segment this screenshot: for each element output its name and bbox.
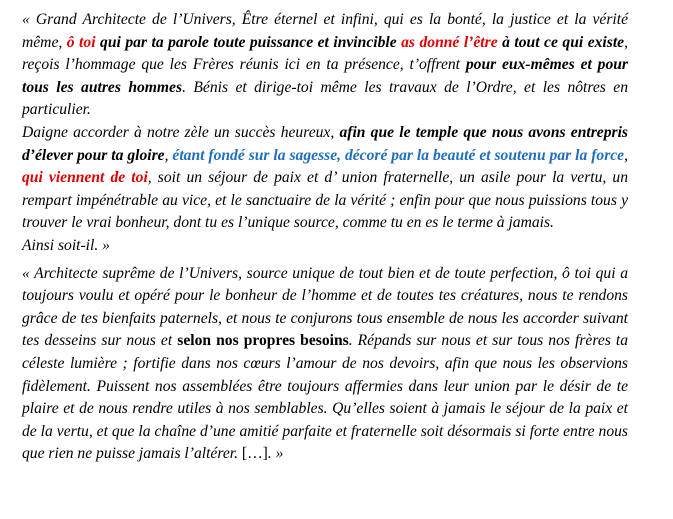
prayer1-p2-s6: , soit un séjour de paix et d’ union fraternelle, un asile pour la vertu, un rempart impénétrable au vice, et le sanctuaire de la vérité ; enfin pour que nous puissions tous y trouver le vrai bonheur, dont tu es l’unique source, comme tu en es le terme à jamais.	[22, 169, 628, 232]
prayer1-p1-s7: à tout ce qui existe	[502, 33, 625, 51]
prayer1-paragraph2	[22, 122, 628, 235]
prayer2-p1-s2: . Répands sur nous et sur tous nos frères ta céleste lumière ; fortifie dans nos cœurs l’amour de nos devoirs, afin que nous les observions fidèlement. Puissent nos assemblées être toujours affermies dans leur union par le désir de te plaire et de nous rendre utiles à nos semblables. Qu’elles soient à jamais le séjour de la paix et de la vertu, et que la chaîne d’une amitié parfaite et fraternelle soit désormais si forte entre nous que rien ne puisse jamais l’altérer.	[22, 332, 629, 463]
prayer1-p2-s5: qui viennent de toi	[22, 169, 148, 187]
prayer1-p1-s10: . Bénis et dirige-toi même les travaux de l’Ordre, et les nôtres en particulier.	[22, 78, 629, 119]
prayer1-p1-s3: qui par ta parole toute puissance et invincible	[100, 33, 397, 51]
prayer2-p1-s4: . »	[267, 445, 284, 463]
prayer1-p2-s1: afin que le temple que nous avons entrepris d’élever pour ta gloire	[22, 123, 628, 164]
prayer1-p1-s9: pour eux-mêmes et pour tous les autres hommes	[22, 56, 628, 96]
prayer1-p2-s4: ,	[624, 146, 629, 164]
prayer1-p3-s0: Ainsi soit-il. »	[22, 236, 110, 254]
prayer2-p1-s0: « Architecte suprême de l’Univers, source unique de tout bien et de toute perfection, ô toi qui a toujours voulu et opéré pour le bonheur de l’homme et de toutes tes créatures, nous te rendons grâce de tes bienfaits paternels, et nous te conjurons tous ensemble de nous les accorder suivant tes desseins sur nous et	[22, 264, 628, 350]
prayer2-paragraph1	[22, 263, 628, 466]
prayer1-p2-s2: ,	[164, 146, 173, 164]
document-body	[22, 9, 628, 466]
prayer1-p2-s0: Daigne accorder à notre zèle un succès heureux,	[22, 123, 340, 141]
prayer2-p1-s1: selon nos propres besoins	[177, 332, 349, 350]
prayer1-paragraph1	[22, 9, 628, 122]
prayer1-p2-s3: étant fondé sur la sagesse, décoré par la beauté et soutenu par la force	[172, 146, 625, 164]
prayer2-p1-s3: […]	[241, 445, 268, 463]
prayer1-p1-s5: as donné l’être	[401, 33, 498, 51]
prayer1-p1-s8: , reçois l’hommage que les Frères réunis ici en ta présence, t’offrent	[22, 33, 628, 74]
prayer1-p1-s0: « Grand Architecte de l’Univers, Être éternel et infini, qui es la bonté, la justice et la vérité même,	[22, 11, 628, 51]
prayer1-p1-s1: ô toi	[66, 33, 96, 51]
prayer1-paragraph3	[22, 235, 628, 258]
